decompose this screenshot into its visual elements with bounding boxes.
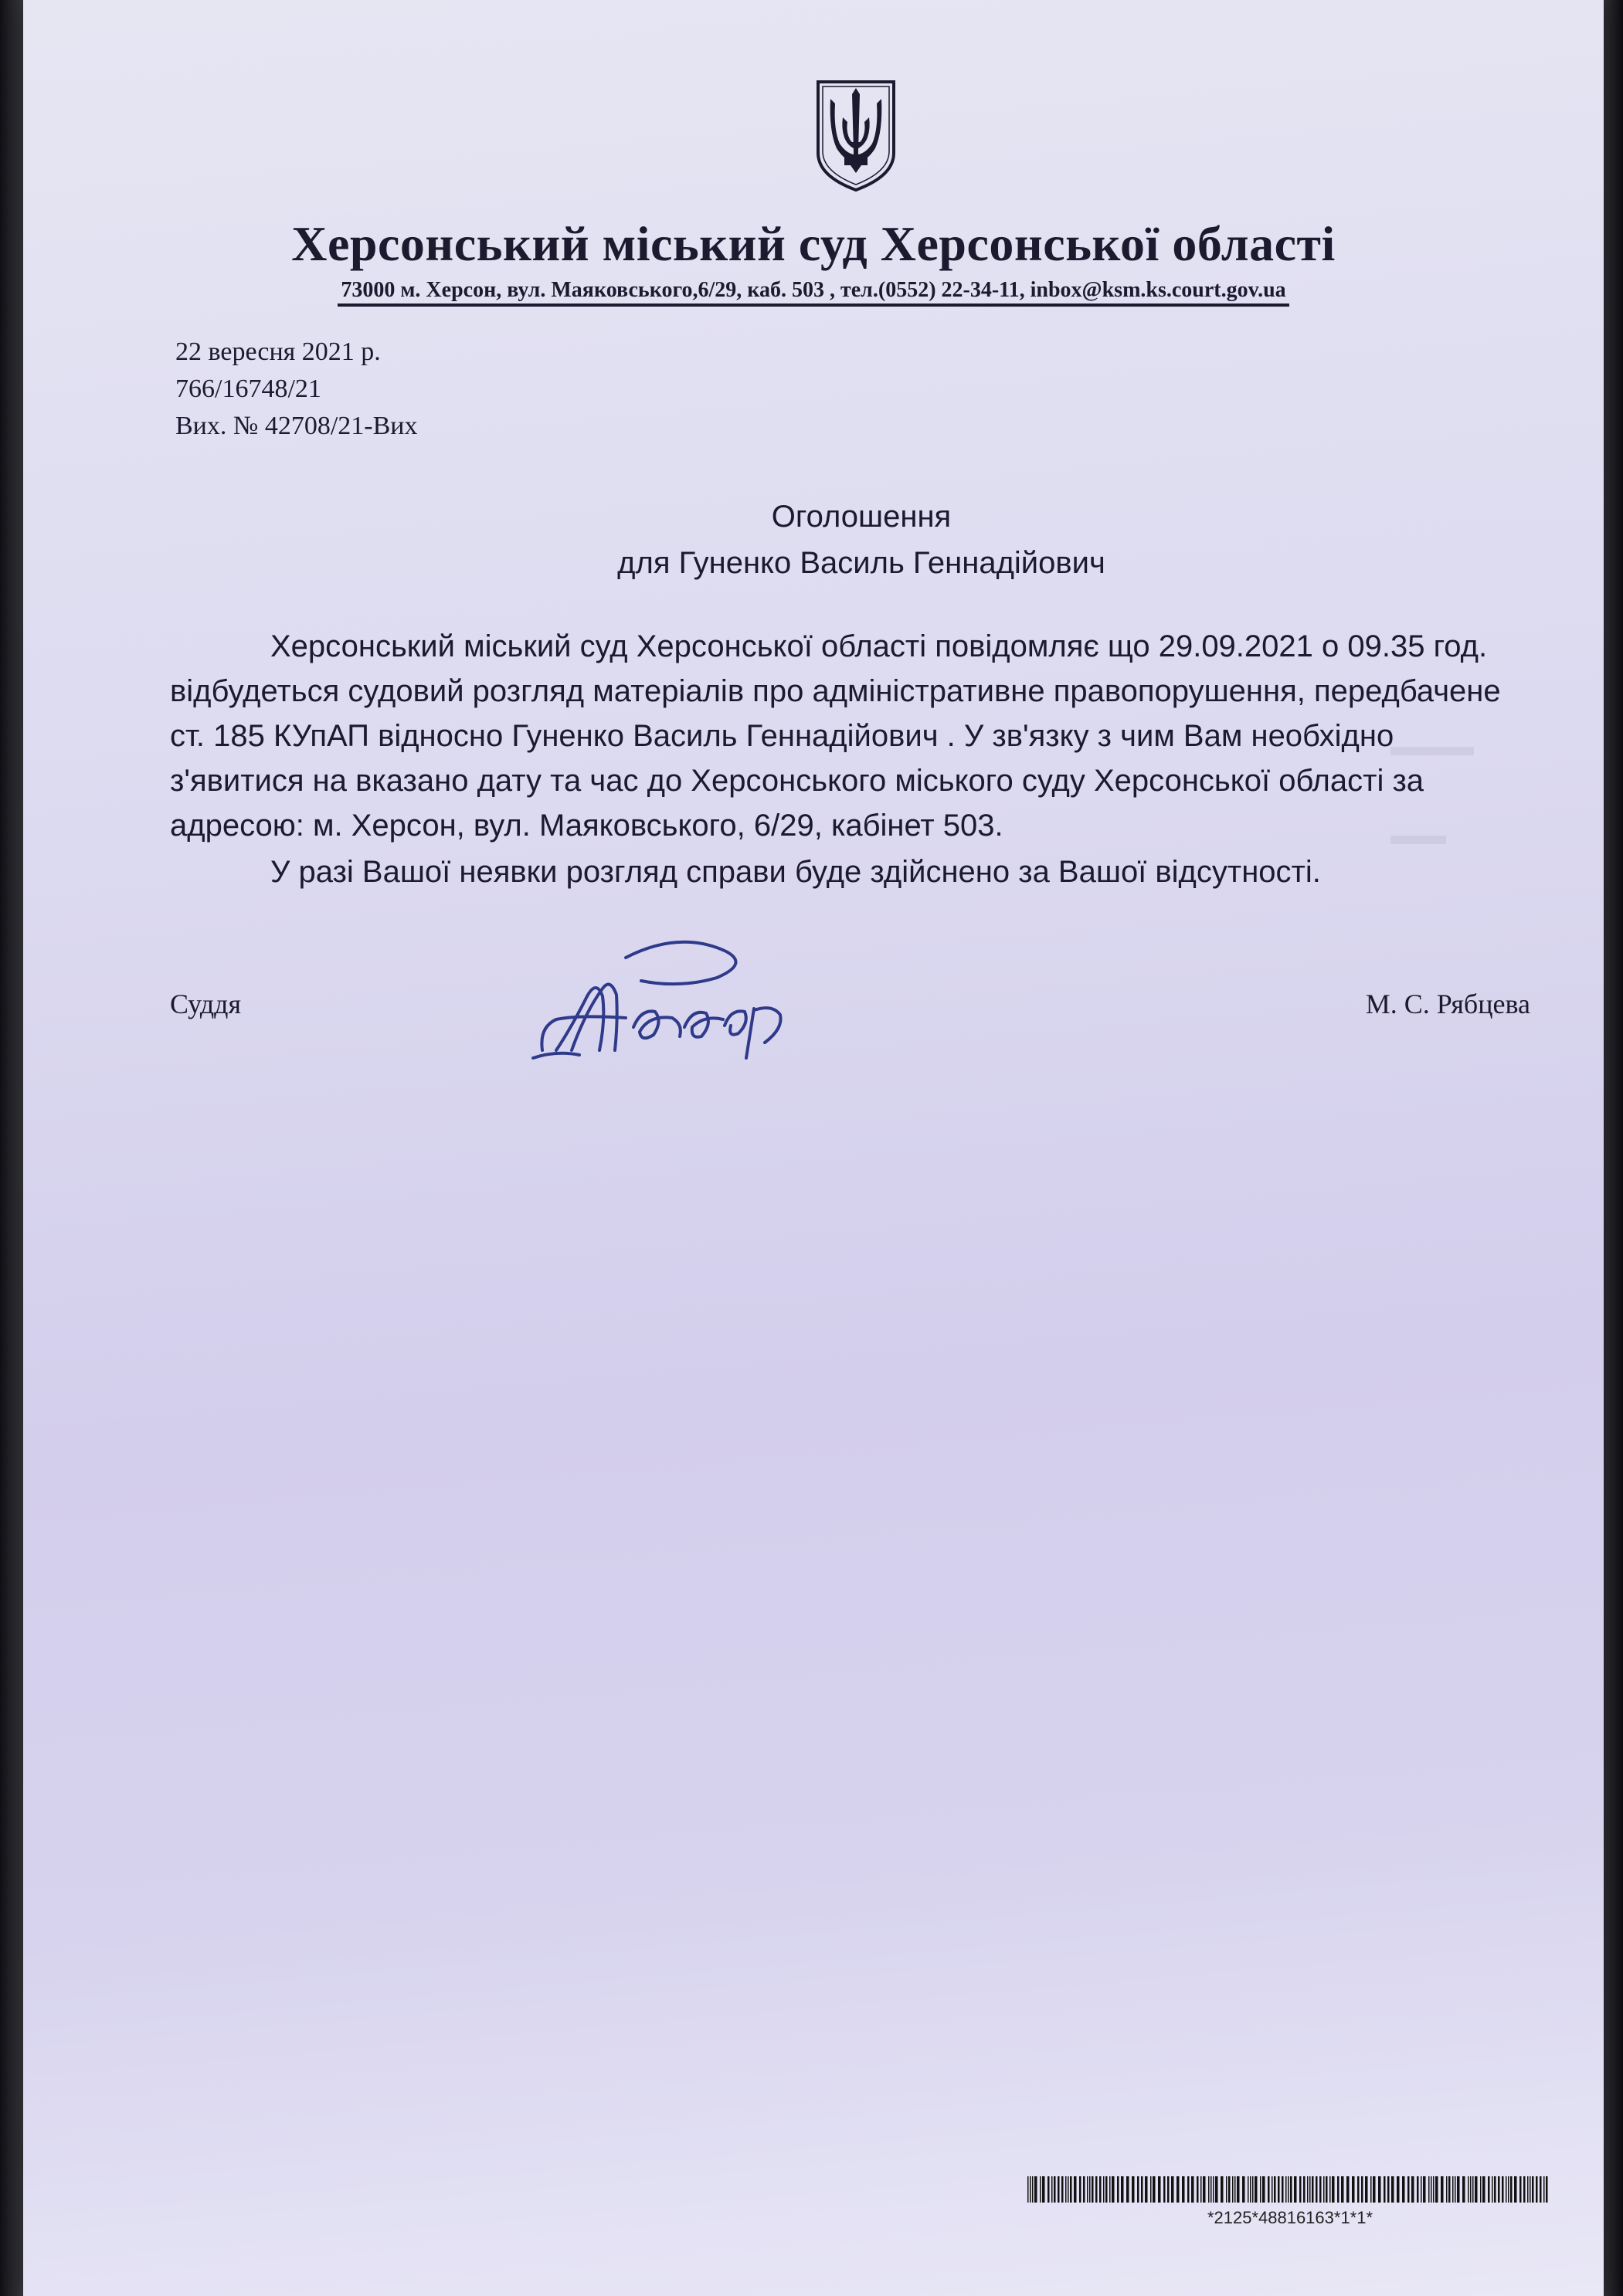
barcode-bar (1472, 2176, 1474, 2203)
barcode-bar (1079, 2176, 1081, 2203)
barcode-bar (1058, 2176, 1060, 2203)
barcode-bar (1329, 2176, 1331, 2203)
barcode-bar (1274, 2176, 1276, 2203)
barcode-bar (1167, 2176, 1170, 2203)
barcode-bar (1519, 2176, 1522, 2203)
barcode-bar (1492, 2176, 1493, 2203)
barcode-bar (1480, 2176, 1482, 2203)
barcode-bar (1536, 2176, 1538, 2203)
barcode-bar (1411, 2176, 1414, 2203)
barcode-bar (1208, 2176, 1210, 2203)
barcode-number: *2125*48816163*1*1* (1207, 2208, 1373, 2227)
barcode-bar (1163, 2176, 1166, 2203)
barcode-bar (1105, 2176, 1108, 2203)
barcode-bar (1431, 2176, 1432, 2203)
barcode-bar (1083, 2176, 1085, 2203)
barcode-bar (1510, 2176, 1513, 2203)
barcode-bar (1402, 2176, 1405, 2203)
barcode-bar (1099, 2176, 1102, 2203)
barcode-bar (1282, 2176, 1284, 2203)
barcode-bar (1527, 2176, 1529, 2203)
barcode-bar (1278, 2176, 1280, 2203)
barcode-bar (1435, 2176, 1438, 2203)
barcode-bar (1065, 2176, 1067, 2203)
barcode-bar (1502, 2176, 1504, 2203)
barcode-bar (1457, 2176, 1460, 2203)
barcode-bar (1221, 2176, 1224, 2203)
document-meta (175, 334, 417, 445)
barcode-bar (1387, 2176, 1390, 2203)
barcode-bar (1040, 2176, 1041, 2203)
barcode-bar (1407, 2176, 1410, 2203)
barcode-bar (1121, 2176, 1124, 2203)
barcode-bar (1446, 2176, 1448, 2203)
barcode-bar (1182, 2176, 1185, 2203)
barcode-bar (1488, 2176, 1490, 2203)
barcode-bar (1095, 2176, 1098, 2203)
barcode-bar (1543, 2176, 1545, 2203)
outgoing-number: Вих. № 42708/21-Вих (175, 412, 418, 440)
barcode-bar (1397, 2176, 1400, 2203)
barcode-bar (1455, 2176, 1456, 2203)
barcode-bar (1475, 2176, 1478, 2203)
barcode-bar (1307, 2176, 1309, 2203)
barcode-bar (1047, 2176, 1050, 2203)
barcode-bar (1433, 2176, 1435, 2203)
notice-body (170, 624, 1522, 894)
barcode-bar (1177, 2176, 1180, 2203)
barcode-bar (1462, 2176, 1465, 2203)
barcode-bar (1137, 2176, 1139, 2203)
barcode-bar (1421, 2176, 1422, 2203)
barcode-bar (1042, 2176, 1045, 2203)
barcode-bar (1337, 2176, 1339, 2203)
barcode-bar (1255, 2176, 1258, 2203)
barcode-bar (1153, 2176, 1156, 2203)
barcode-bar (1213, 2176, 1214, 2203)
barcode-bar (1452, 2176, 1454, 2203)
barcode-bar (1370, 2176, 1372, 2203)
barcode-bar (1373, 2176, 1376, 2203)
bleed-through-mark: ▬▬▬ (1390, 730, 1474, 761)
barcode-bar (1126, 2176, 1129, 2203)
barcode-bar (1092, 2176, 1094, 2203)
barcode-bar (1470, 2176, 1472, 2203)
barcode-bar (1299, 2176, 1302, 2203)
handwritten-signature (525, 934, 819, 1081)
barcode-bar (1226, 2176, 1227, 2203)
barcode-bar (1051, 2176, 1053, 2203)
barcode-bar (1361, 2176, 1363, 2203)
barcode-bar (1262, 2176, 1265, 2203)
barcode-bar (1250, 2176, 1251, 2203)
barcode-bar (1132, 2176, 1135, 2203)
barcode-bar (1365, 2176, 1368, 2203)
barcode-bar (1357, 2176, 1360, 2203)
barcode-bar (1141, 2176, 1143, 2203)
court-address-text: 73000 м. Херсон, вул. Маяковського,6/29, каб. 503 , тел.(0552) 22-34-11, inbox@ksm.ks.court.gov.ua (338, 278, 1289, 307)
barcode-bar (1109, 2176, 1111, 2203)
barcode-bar (1428, 2176, 1430, 2203)
barcode-bar (1034, 2176, 1037, 2203)
barcode-bar (1285, 2176, 1287, 2203)
barcode-bar (1054, 2176, 1056, 2203)
barcode-bar (1468, 2176, 1469, 2203)
barcode-bar (1346, 2176, 1350, 2203)
barcode-bar (1288, 2176, 1289, 2203)
barcode-bar (1546, 2176, 1548, 2203)
barcode-bar (1378, 2176, 1381, 2203)
notice-title: Оголошення (771, 500, 952, 534)
barcode-bar (1032, 2176, 1034, 2203)
barcode-bar (1482, 2176, 1485, 2203)
barcode (1027, 2176, 1553, 2203)
barcode-bar (1498, 2176, 1500, 2203)
barcode-bar (1242, 2176, 1245, 2203)
barcode-bar (1197, 2176, 1199, 2203)
barcode-bar (1323, 2176, 1325, 2203)
document-sheet (23, 0, 1604, 2296)
barcode-bar (1027, 2176, 1029, 2203)
barcode-bar (1237, 2176, 1240, 2203)
barcode-bar (1294, 2176, 1297, 2203)
barcode-bar (1103, 2176, 1105, 2203)
barcode-bar (1423, 2176, 1426, 2203)
barcode-bar (1150, 2176, 1152, 2203)
barcode-bar (1112, 2176, 1115, 2203)
barcode-bar (1540, 2176, 1542, 2203)
barcode-bar (1530, 2176, 1531, 2203)
barcode-bar (1191, 2176, 1194, 2203)
barcode-bar (1171, 2176, 1174, 2203)
barcode-bar (1215, 2176, 1218, 2203)
barcode-bar (1070, 2176, 1072, 2203)
barcode-bar (1252, 2176, 1254, 2203)
barcode-bar (1326, 2176, 1328, 2203)
barcode-bar (1117, 2176, 1119, 2203)
barcode-bar (1228, 2176, 1231, 2203)
notice-paragraph-2: У разі Вашої неявки розгляд справи буде здійснено за Вашої відсутності. (270, 855, 1321, 889)
document-date: 22 вересня 2021 р. (175, 337, 381, 366)
barcode-bar (1319, 2176, 1322, 2203)
barcode-bar (1272, 2176, 1273, 2203)
barcode-bar (1494, 2176, 1496, 2203)
barcode-bar (1441, 2176, 1444, 2203)
judge-name: М. С. Рябцева (1365, 989, 1530, 1019)
barcode-bar (1514, 2176, 1517, 2203)
barcode-bar (1303, 2176, 1306, 2203)
barcode-bar (1158, 2176, 1161, 2203)
barcode-bar (1312, 2176, 1314, 2203)
court-address (23, 276, 1604, 304)
barcode-bar (1210, 2176, 1212, 2203)
barcode-bar (1145, 2176, 1148, 2203)
barcode-bar (1448, 2176, 1451, 2203)
barcode-bar (1309, 2176, 1311, 2203)
barcode-bar (1087, 2176, 1088, 2203)
barcode-bar (1248, 2176, 1249, 2203)
barcode-bar (1074, 2176, 1077, 2203)
barcode-bar (1260, 2176, 1261, 2203)
barcode-bar (1341, 2176, 1344, 2203)
barcode-bar (1061, 2176, 1064, 2203)
case-number: 766/16748/21 (175, 375, 321, 403)
trident-coat-of-arms-icon (813, 77, 898, 193)
barcode-bar (1523, 2176, 1526, 2203)
barcode-bar (1187, 2176, 1190, 2203)
barcode-bar (1332, 2176, 1335, 2203)
barcode-bar (1232, 2176, 1234, 2203)
barcode-bar (1532, 2176, 1534, 2203)
barcode-bar (1203, 2176, 1206, 2203)
barcode-bar (1352, 2176, 1355, 2203)
barcode-bar (1384, 2176, 1386, 2203)
barcode-bar (1234, 2176, 1236, 2203)
barcode-bar (1290, 2176, 1292, 2203)
barcode-bar (1030, 2176, 1031, 2203)
barcode-bar (1089, 2176, 1091, 2203)
notice-paragraph-1: Херсонський міський суд Херсонської області повідомляє що 29.09.2021 о 09.35 год. відбудеться судовий розгляд матеріалів про адміністративне правопорушення, передбачене ст. 185 КУпАП відносно Гуненко Василь Геннадійович . У зв'язку з чим Вам необхідно з'явитися на вказано дату та час до Херсонського міського суду Херсонської області за адресою: м. Херсон, вул. Маяковського, 6/29, кабінет 503. (170, 629, 1501, 843)
court-name: Херсонський міський суд Херсонської області (291, 216, 1336, 271)
barcode-bar (1316, 2176, 1318, 2203)
barcode-bar (1506, 2176, 1507, 2203)
judge-role-label: Суддя (170, 989, 242, 1019)
barcode-bar (1200, 2176, 1202, 2203)
notice-recipient: для Гуненко Василь Геннадійович (617, 546, 1105, 580)
barcode-bar (1391, 2176, 1394, 2203)
barcode-bar (1417, 2176, 1419, 2203)
barcode-bar (1268, 2176, 1270, 2203)
barcode-bar (1508, 2176, 1509, 2203)
bleed-through-mark: ▬▬ (1390, 819, 1446, 850)
barcode-bar (1068, 2176, 1069, 2203)
